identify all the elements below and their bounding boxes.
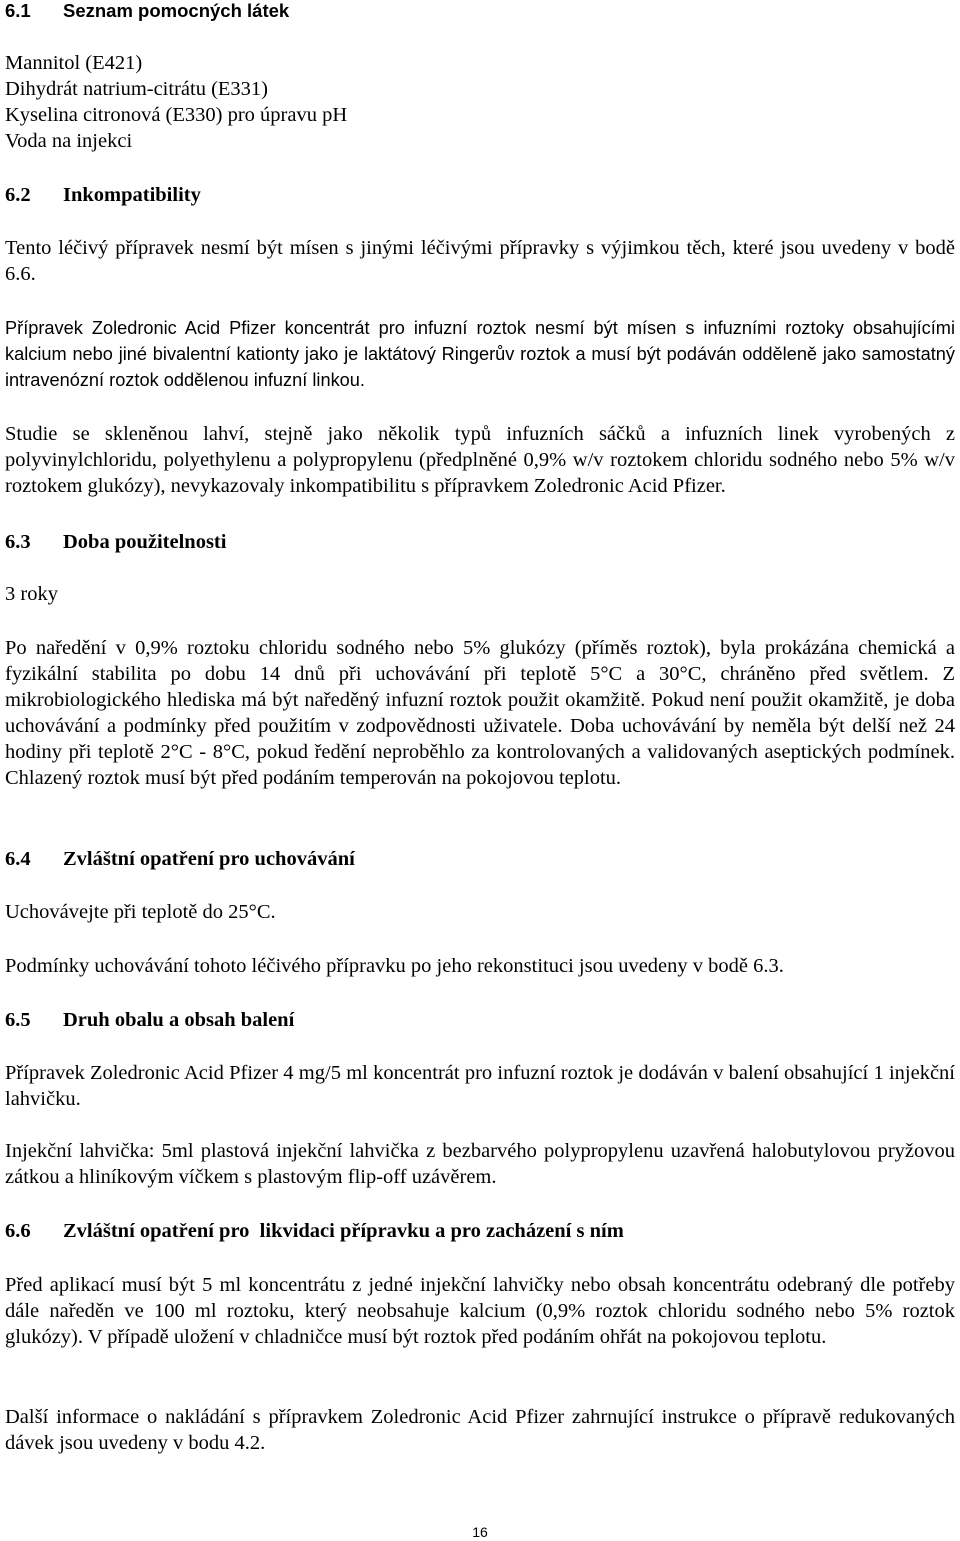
paragraph: Uchovávejte při teplotě do 25°C.: [5, 901, 276, 923]
section-number: 6.4: [5, 848, 31, 870]
list-item: Dihydrát natrium-citrátu (E331): [5, 78, 268, 100]
paragraph: Po naředění v 0,9% roztoku chloridu sodného nebo 5% glukózy (příměs roztok), byla prokázána chemická a fyzikální stabilita po dobu 14 dnů při uchovávání při teplotě 5°C a 30°C, chráněno před světlem. Z mikrobiologického hlediska má být naředěný infuzní roztok použit okamžitě. Pokud není použit okamžitě, je doba uchovávání a podmínky před použitím v zodpovědnosti uživatele. Doba uchovávání by neměla být delší než 24 hodiny při teplotě 2°C - 8°C, pokud ředění neproběhlo za kontrolovaných a validovaných aseptických podmínek. Chlazený roztok musí být před podáním temperován na pokojovou teplotu.: [5, 637, 955, 789]
page-number: 16: [472, 1524, 488, 1540]
paragraph: Tento léčivý přípravek nesmí být mísen s jinými léčivými přípravky s výjimkou těch, které jsou uvedeny v bodě 6.6.: [5, 237, 955, 285]
paragraph: Studie se skleněnou lahví, stejně jako několik typů infuzních sáčků a infuzních linek vyrobených z polyvinylchloridu, polyethylenu a polypropylenu (předplněné 0,9% w/v roztokem chloridu sodného nebo 5% w/v roztokem glukózy), nevykazovaly inkompatibilitu s přípravkem Zoledronic Acid Pfizer.: [5, 423, 955, 497]
section-number: 6.2: [5, 184, 31, 206]
section-title: Inkompatibility: [63, 184, 201, 206]
section-title: Zvláštní opatření pro uchovávání: [63, 848, 355, 870]
paragraph: Přípravek Zoledronic Acid Pfizer 4 mg/5 ml koncentrát pro infuzní roztok je dodáván v balení obsahující 1 injekční lahvičku.: [5, 1062, 955, 1110]
paragraph: Před aplikací musí být 5 ml koncentrátu z jedné injekční lahvičky nebo obsah koncentrátu odebraný dle potřeby dále naředěn ve 100 ml roztoku, který neobsahuje kalcium (0,9% roztok chloridu sodného nebo 5% roztok glukózy). V případě uložení v chladničce musí být roztok před podáním ohřát na pokojovou teplotu.: [5, 1274, 955, 1348]
paragraph: Podmínky uchovávání tohoto léčivého přípravku po jeho rekonstituci jsou uvedeny v bodě 6.3.: [5, 955, 784, 977]
paragraph: Přípravek Zoledronic Acid Pfizer koncentrát pro infuzní roztok nesmí být mísen s infuzními roztoky obsahujícími kalcium nebo jiné bivalentní kationty jako je laktátový Ringerův roztok a musí být podáván odděleně jako samostatný intravenózní roztok oddělenou infuzní linkou.: [5, 318, 955, 390]
section-6-2-heading: [5, 182, 201, 208]
section-6-6-heading: [5, 1218, 624, 1244]
paragraph: Další informace o nakládání s přípravkem Zoledronic Acid Pfizer zahrnující instrukce o přípravě redukovaných dávek jsou uvedeny v bodu 4.2.: [5, 1406, 955, 1454]
section-number: 6.5: [5, 1009, 31, 1031]
section-6-3-heading: [5, 529, 226, 555]
section-6-5-heading: [5, 1007, 294, 1033]
section-number: 6.3: [5, 531, 31, 553]
section-number: 6.1: [5, 0, 31, 21]
list-item: Mannitol (E421): [5, 52, 143, 74]
section-title: Druh obalu a obsah balení: [63, 1009, 295, 1031]
section-6-1-heading: [5, 0, 289, 24]
paragraph: 3 roky: [5, 583, 58, 605]
excipients-list: [5, 50, 955, 154]
section-title: Doba použitelnosti: [63, 531, 227, 553]
paragraph: Injekční lahvička: 5ml plastová injekční lahvička z bezbarvého polypropylenu uzavřená halobutylovou pryžovou zátkou a hliníkovým víčkem s plastovým flip-off uzávěrem.: [5, 1140, 955, 1188]
list-item: Kyselina citronová (E330) pro úpravu pH: [5, 104, 348, 126]
section-title: Seznam pomocných látek: [63, 0, 290, 21]
list-item: Voda na injekci: [5, 130, 133, 152]
section-title: Zvláštní opatření pro likvidaci přípravku a pro zacházení s ním: [63, 1220, 624, 1242]
section-number: 6.6: [5, 1220, 31, 1242]
section-6-4-heading: [5, 846, 355, 872]
